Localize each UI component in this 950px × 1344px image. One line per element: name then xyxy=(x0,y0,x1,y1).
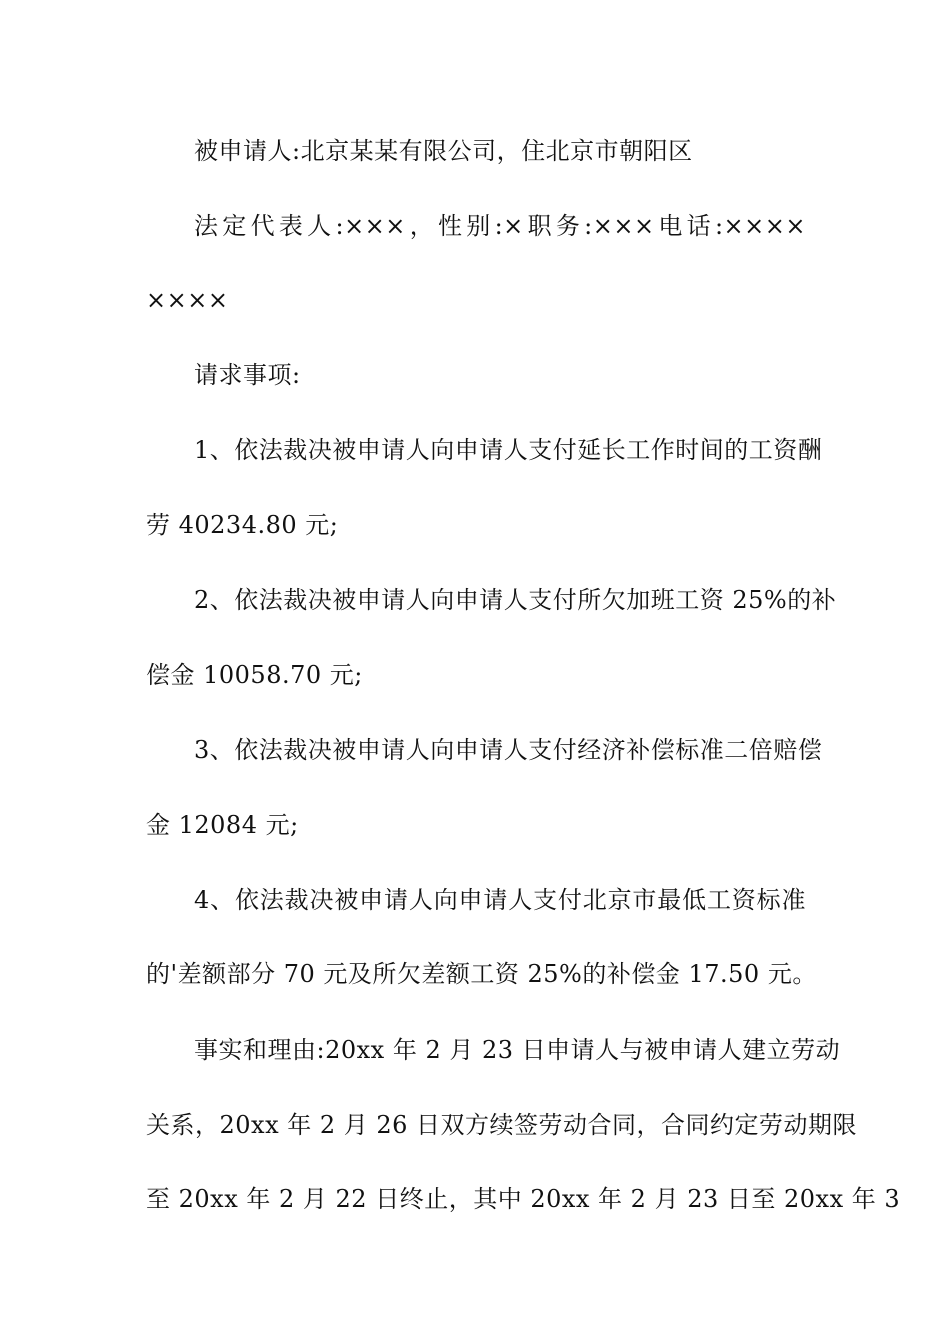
claim-1-line-2: 劳 40234.80 元; xyxy=(146,511,339,539)
respondent-line: 被申请人:北京某某有限公司，住北京市朝阳区 xyxy=(194,137,693,165)
claim-2-line-2: 偿金 10058.70 元; xyxy=(146,661,363,689)
claim-4-line-1: 4、依法裁决被申请人向申请人支付北京市最低工资标准 xyxy=(194,886,806,914)
claim-1-line-1: 1、依法裁决被申请人向申请人支付延长工作时间的工资酬 xyxy=(194,436,823,464)
facts-line-3: 至 20xx 年 2 月 22 日终止，其中 20xx 年 2 月 23 日至 20xx 年 3 xyxy=(146,1185,901,1213)
claim-3-line-1: 3、依法裁决被申请人向申请人支付经济补偿标准二倍赔偿 xyxy=(194,736,823,764)
legal-representative-line: 法定代表人:×××，性别:×职务:×××电话:×××× xyxy=(194,212,806,240)
facts-line-2: 关系，20xx 年 2 月 26 日双方续签劳动合同，合同约定劳动期限 xyxy=(146,1111,858,1139)
claim-2-line-1: 2、依法裁决被申请人向申请人支付所欠加班工资 25%的补 xyxy=(194,586,837,614)
claim-3-line-2: 金 12084 元; xyxy=(146,811,299,839)
phone-continuation-line: ×××× xyxy=(146,286,229,314)
facts-line-1: 事实和理由:20xx 年 2 月 23 日申请人与被申请人建立劳动 xyxy=(194,1036,841,1064)
claims-heading: 请求事项: xyxy=(194,361,301,389)
claim-4-line-2: 的'差额部分 70 元及所欠差额工资 25%的补偿金 17.50 元。 xyxy=(146,960,817,988)
